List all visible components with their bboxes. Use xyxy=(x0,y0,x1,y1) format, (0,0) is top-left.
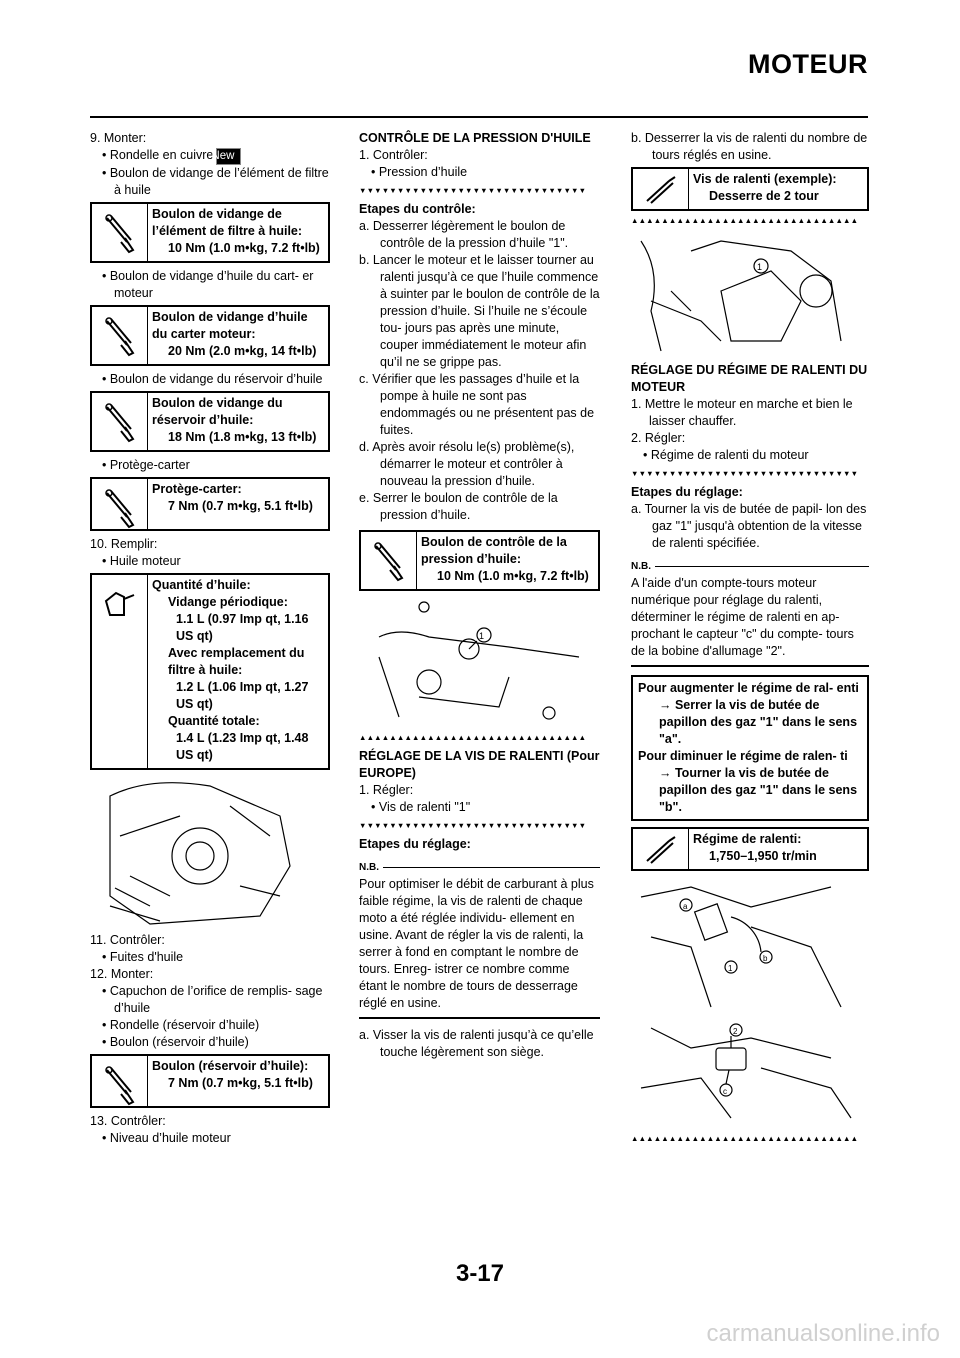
spec-value: 18 Nm (1.8 m•kg, 13 ft•lb) xyxy=(168,430,317,444)
steps-heading: Etapes du contrôle: xyxy=(359,202,476,216)
step-d: d. Après avoir résolu le(s) problème(s), démarrer le moteur et contrôler à nouveau la pression d’huile. xyxy=(359,440,575,488)
step-a: a. Visser la vis de ralenti jusqu’à ce qu’elle touche légèrement son siège. xyxy=(359,1027,594,1059)
spec-label: Boulon de vidange de l’élément de filtre à huile: xyxy=(152,207,303,238)
step-1: 1. Contrôler: xyxy=(359,148,428,162)
idle-speed-spec xyxy=(631,827,869,871)
spec-label: Régime de ralenti: xyxy=(693,831,802,846)
column-1 xyxy=(90,130,330,1147)
column-2 xyxy=(359,130,600,1061)
note-text: Pour optimiser le débit de carburant à plus faible régime, la vis de ralenti de chaque moto a été réglée individu- ellement en usine. Avant de régler la vis de ralenti, la serrer à fond en comptant le nombre de tours. Enreg- istrer ce nombre comme étant le nombre de tours de desserrage réglé en usine. xyxy=(359,877,594,1010)
spec-value: 1.4 L (1.23 Imp qt, 1.48 US qt) xyxy=(176,731,309,762)
column-3 xyxy=(631,130,869,1149)
spec-value: 10 Nm (1.0 m•kg, 7.2 ft•lb) xyxy=(168,241,320,255)
end-marker: ▲▲▲▲▲▲▲▲▲▲▲▲▲▲▲▲▲▲▲▲▲▲▲▲▲▲▲▲▲▲ xyxy=(631,1133,859,1143)
bullet-text: • Rondelle en cuivre xyxy=(102,148,214,162)
start-marker: ▼▼▼▼▼▼▼▼▼▼▼▼▼▼▼▼▼▼▼▼▼▼▼▼▼▼▼▼▼▼ xyxy=(359,821,587,830)
steps-heading: Etapes du réglage: xyxy=(359,837,471,851)
bullet: • Boulon de vidange d’huile du cart- er moteur xyxy=(102,269,314,300)
torque-wrench-icon xyxy=(361,532,417,589)
note-label: N.B. xyxy=(359,862,379,873)
spec-label: Protège-carter: xyxy=(152,482,242,496)
ignition-coil-illustration xyxy=(631,1018,861,1128)
step-b: b. Desserrer la vis de ralenti du nombre de tours réglés en usine. xyxy=(631,131,868,162)
bullet: • Rondelle (réservoir d’huile) xyxy=(102,1018,260,1032)
throttle-stop-screw-illustration xyxy=(631,877,861,1012)
start-marker: ▼▼▼▼▼▼▼▼▼▼▼▼▼▼▼▼▼▼▼▼▼▼▼▼▼▼▼▼▼▼ xyxy=(359,186,587,195)
bullet xyxy=(90,147,330,165)
step-10: 10. Remplir: xyxy=(90,537,158,551)
spec-value: 1.2 L (1.06 Imp qt, 1.27 US qt) xyxy=(176,680,309,711)
spec-value: 10 Nm (1.0 m•kg, 7.2 ft•lb) xyxy=(437,569,589,583)
spec-label: Boulon de vidange d’huile du carter moteur: xyxy=(152,310,308,341)
section-heading: CONTRÔLE DE LA PRESSION D'HUILE xyxy=(359,131,591,145)
svg-text:1: 1 xyxy=(728,963,733,973)
step-13: 13. Contrôler: xyxy=(90,1114,166,1128)
spec-value: 1.1 L (0.97 Imp qt, 1.16 US qt) xyxy=(176,612,309,643)
step-12: 12. Monter: xyxy=(90,967,154,981)
torque-wrench-icon xyxy=(92,479,148,529)
oil-quantity-spec xyxy=(90,573,330,770)
svg-text:2: 2 xyxy=(733,1026,738,1036)
new-badge: New xyxy=(216,148,241,165)
note-header xyxy=(631,558,869,575)
adjust-spec xyxy=(631,167,869,211)
svg-text:b: b xyxy=(763,953,768,963)
bullet: • Boulon (réservoir d’huile) xyxy=(102,1035,249,1049)
step-b: b. Lancer le moteur et le laisser tourner au ralenti jusqu’à ce que l’huile commence à suinter par le boulon de contrôle de la pression d’huile. Si l’huile ne s’écoule tou- jours pas après une minute, couper immédiatement le moteur afin qu’il ne se grippe pas. xyxy=(359,253,600,369)
end-marker: ▲▲▲▲▲▲▲▲▲▲▲▲▲▲▲▲▲▲▲▲▲▲▲▲▲▲▲▲▲▲ xyxy=(359,733,587,742)
spec-label: Avec remplacement du filtre à huile: xyxy=(168,646,305,677)
increase-instruction: Pour augmenter le régime de ral- enti → Serrer la vis de butée de papillon des gaz "1" dans le sens "a". xyxy=(638,680,859,746)
adjust-instructions-box xyxy=(631,675,869,821)
spec-value: 20 Nm (2.0 m•kg, 14 ft•lb) xyxy=(168,344,317,358)
watermark: carmanualsonline.info xyxy=(706,1320,940,1347)
svg-text:c: c xyxy=(723,1086,727,1096)
section-heading: RÉGLAGE DE LA VIS DE RALENTI (Pour EUROPE) xyxy=(359,749,600,780)
spec-value: 7 Nm (0.7 m•kg, 5.1 ft•lb) xyxy=(168,499,313,513)
torque-spec xyxy=(90,391,330,452)
bullet: • Régime de ralenti du moteur xyxy=(643,448,809,462)
torque-spec xyxy=(90,202,330,263)
oil-pressure-bolt-illustration xyxy=(359,597,589,727)
torque-wrench-icon xyxy=(92,1056,148,1106)
spec-value: Desserre de 2 tour xyxy=(709,189,819,203)
spec-label: Quantité d’huile: xyxy=(152,578,251,592)
svg-text:1: 1 xyxy=(479,631,485,641)
bullet: • Boulon de vidange de l’élément de filtre à huile xyxy=(102,166,329,197)
torque-wrench-icon xyxy=(92,307,148,364)
page-title: MOTEUR xyxy=(748,49,868,79)
note-text: A l'aide d'un compte-tours moteur numérique pour réglage du ralenti, déterminer le régime de ralenti en ap- prochant le capteur "c" du compte- tours de la bobine d'allumage "2". xyxy=(631,576,854,658)
torque-wrench-icon xyxy=(92,393,148,450)
spec-label: Boulon de vidange du réservoir d’huile: xyxy=(152,396,283,427)
spec-label: Quantité totale: xyxy=(168,714,260,728)
step-e: e. Serrer le boulon de contrôle de la pression d’huile. xyxy=(359,491,558,522)
step-11: 11. Contrôler: xyxy=(90,933,165,947)
end-marker: ▲▲▲▲▲▲▲▲▲▲▲▲▲▲▲▲▲▲▲▲▲▲▲▲▲▲▲▲▲▲ xyxy=(631,216,859,225)
bullet: • Protège-carter xyxy=(102,458,190,472)
bullet: • Boulon de vidange du réservoir d’huile xyxy=(102,372,323,386)
step-a: a. Desserrer légèrement le boulon de contrôle de la pression d’huile "1". xyxy=(359,219,569,250)
oil-can-icon xyxy=(92,575,148,768)
torque-spec xyxy=(359,530,600,591)
bullet: • Fuites d'huile xyxy=(102,950,184,964)
spec-label: Vis de ralenti (exemple): xyxy=(693,172,837,186)
engine-illustration xyxy=(90,776,305,926)
bullet: • Pression d’huile xyxy=(371,165,468,179)
bullet: • Niveau d’huile moteur xyxy=(102,1131,231,1145)
spec-value: 7 Nm (0.7 m•kg, 5.1 ft•lb) xyxy=(168,1076,313,1090)
step-9: 9. Monter: xyxy=(90,131,147,145)
step-1: 1. Mettre le moteur en marche et bien le laisser chauffer. xyxy=(631,397,853,428)
header-rule xyxy=(90,116,868,118)
bullet: • Vis de ralenti "1" xyxy=(371,800,471,814)
note-header xyxy=(359,859,600,876)
torque-spec xyxy=(90,1054,330,1108)
steps-heading: Etapes du réglage: xyxy=(631,485,743,499)
step-c: c. Vérifier que les passages d’huile et la pompe à huile ne sont pas endommagés ou ne présentent pas de fuites. xyxy=(359,372,595,437)
spec-label: Boulon (réservoir d’huile): xyxy=(152,1059,309,1073)
bullet: • Capuchon de l’orifice de remplis- sage d’huile xyxy=(102,984,323,1015)
svg-text:1: 1 xyxy=(757,262,763,272)
start-marker: ▼▼▼▼▼▼▼▼▼▼▼▼▼▼▼▼▼▼▼▼▼▼▼▼▼▼▼▼▼▼ xyxy=(631,469,859,478)
torque-spec xyxy=(90,477,330,531)
page-number: 3-17 xyxy=(455,1260,505,1287)
screwdriver-icon xyxy=(633,169,689,209)
torque-wrench-icon xyxy=(92,204,148,261)
spec-value: 1,750–1,950 tr/min xyxy=(709,848,817,863)
step-2: 2. Régler: xyxy=(631,431,686,445)
svg-text:a: a xyxy=(683,901,688,911)
section-heading: RÉGLAGE DU RÉGIME DE RALENTI DU MOTEUR xyxy=(631,363,868,394)
bullet: • Huile moteur xyxy=(102,554,181,568)
note-label: N.B. xyxy=(631,561,651,572)
spec-label: Vidange périodique: xyxy=(168,595,288,609)
note-rule xyxy=(631,665,869,667)
torque-spec xyxy=(90,305,330,366)
step-a: a. Tourner la vis de butée de papil- lon des gaz "1" jusqu'à obtention de la vitesse de ralenti spécifiée. xyxy=(631,502,867,550)
pilot-screw-illustration xyxy=(631,231,861,356)
decrease-instruction: Pour diminuer le régime de ralen- ti → Tourner la vis de butée de papillon des gaz "1" dans le sens "b". xyxy=(638,748,858,814)
spec-label: Boulon de contrôle de la pression d’huile: xyxy=(421,535,567,566)
note-rule xyxy=(359,1017,600,1019)
step-1: 1. Régler: xyxy=(359,783,414,797)
screwdriver-icon xyxy=(633,829,689,869)
